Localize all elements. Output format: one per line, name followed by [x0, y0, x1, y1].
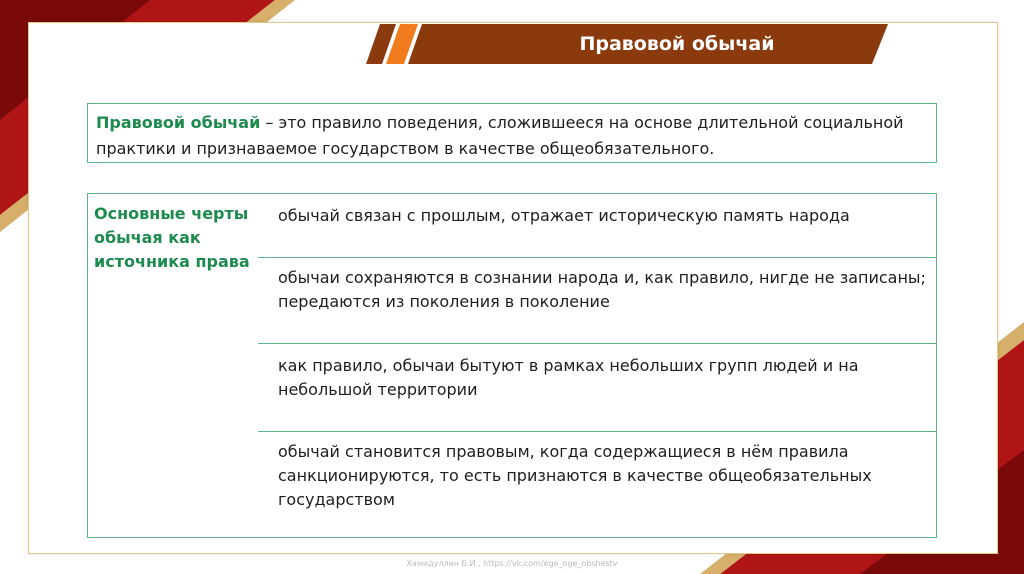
definition-term: Правовой обычай [96, 113, 261, 132]
feature-item: обычаи сохраняются в сознании народа и, как правило, нигде не записаны; передаются из поколения в поколение [258, 266, 937, 344]
footer-credit: Хамидуллин Б.И., https://vk.com/ege_oge_obshestv [406, 559, 618, 568]
feature-item: обычай связан с прошлым, отражает историческую память народа [258, 204, 937, 258]
feature-item: обычай становится правовым, когда содержащиеся в нём правила санкционируются, то есть признаются в качестве общеобязательных государством [278, 442, 872, 509]
features-box [87, 193, 937, 538]
features-heading: Основные черты обычая как источника права [94, 204, 250, 271]
page-title: Правовой обычай [579, 33, 775, 55]
feature-item: как правило, обычаи бытуют в рамках небольших групп людей и на небольшой территории [258, 354, 937, 432]
definition-text: – это правило поведения, сложившееся на основе длительной социальной практики и признаваемое государством в качестве общеобязательного. [96, 113, 904, 158]
definition-box [87, 103, 937, 163]
title-banner [366, 24, 888, 64]
